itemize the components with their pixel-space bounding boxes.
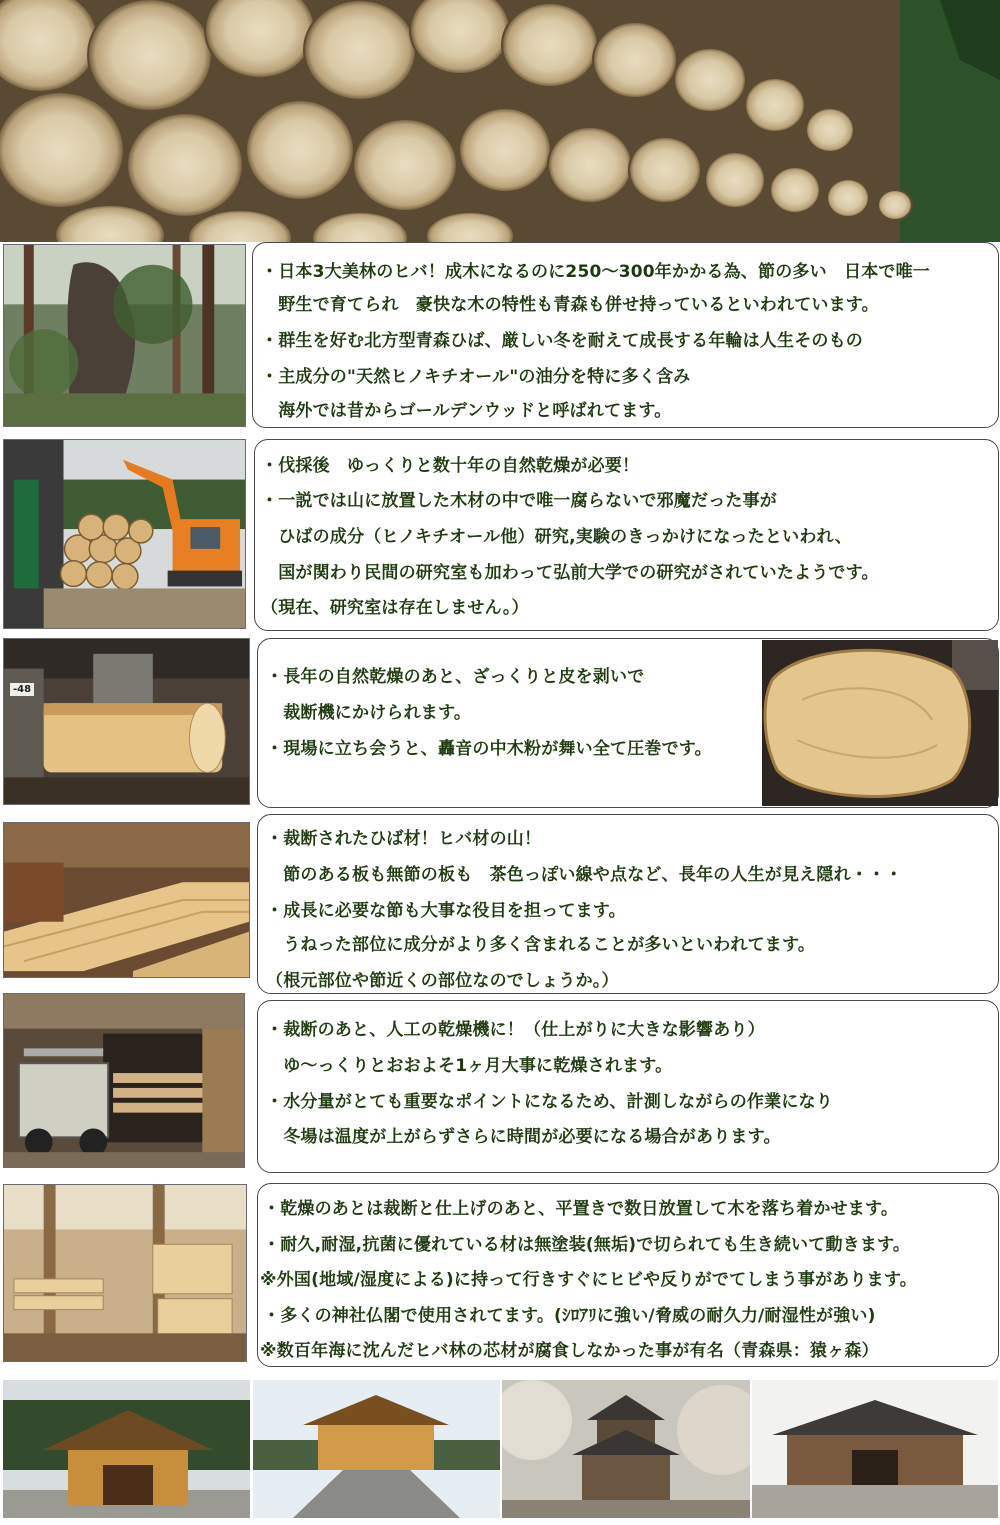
section-5-line-1: ・裁断のあと、人工の乾燥機に！（仕上がりに大きな影響あり） <box>266 1020 765 1040</box>
section-4-line-5: （根元部位や節近くの部位なのでしょうか。） <box>266 971 619 991</box>
hiba-tree-forest-photo <box>3 244 246 427</box>
section-1-line-3: ・群生を好む北方型青森ひば、厳しい冬を耐えて成長する年輪は人生そのもの <box>261 331 863 351</box>
section-6-text-box <box>257 1183 999 1367</box>
section-6-line-5: ※数百年海に沈んだヒバ林の芯材が腐食しなかった事が有名（青森県：猿ヶ森） <box>260 1341 879 1361</box>
section-5-line-4: 冬場は温度が上がらずさらに時間が必要になる場合があります。 <box>266 1127 781 1147</box>
machine-number-tag: -48 <box>10 683 34 696</box>
section-1-line-1: ・日本3大美林のヒバ！成木になるのに250～300年かかる為、節の多い 日本で唯一 <box>261 262 930 282</box>
section-4-line-1: ・裁断されたひば材！ヒバ材の山！ <box>266 829 542 849</box>
sawmill-cutting-machine-photo <box>3 638 250 805</box>
section-2-line-1: ・伐採後 ゆっくりと数十年の自然乾燥が必要！ <box>261 456 640 476</box>
section-3-line-3: ・現場に立ち会うと、轟音の中木粉が舞い全て圧巻です。 <box>266 739 712 759</box>
section-5-text-box <box>257 1000 999 1173</box>
section-1-line-2: 野生で育てられ 豪快な木の特性も青森も併せ持っているといわれています。 <box>261 295 879 315</box>
drying-kiln-forklift-photo <box>3 993 245 1168</box>
hero-log-pile-photo <box>0 0 1000 242</box>
section-5-line-3: ・水分量がとても重要なポイントになるため、計測しながらの作業になり <box>266 1092 833 1112</box>
section-5-line-2: ゆ～っくりとおおよそ1ヶ月大事に乾燥されます。 <box>266 1056 673 1076</box>
section-3-line-2: 裁断機にかけられます。 <box>266 703 472 723</box>
section-2-line-3: ひばの成分（ヒノキチオール他）研究,実験のきっかけになったといわれ、 <box>261 527 852 547</box>
section-2-line-2: ・一説では山に放置した木材の中で唯一腐らないで邪魔だった事が <box>261 491 777 511</box>
section-6-line-4: ・多くの神社仏閣で使用されてます。(ｼﾛｱﾘに強い/脅威の耐久力/耐湿性が強い) <box>263 1306 876 1326</box>
finishing-workshop-photo <box>3 1184 247 1362</box>
section-6-line-1: ・乾燥のあとは裁断と仕上げのあと、平置きで数日放置して木を落ち着かせます。 <box>263 1199 899 1219</box>
section-3-line-1: ・長年の自然乾燥のあと、ざっくりと皮を剥いで <box>266 667 645 687</box>
section-2-line-4: 国が関わり民間の研究室も加わって弘前大学での研究がされていたようです。 <box>261 563 879 583</box>
section-4-line-3: ・成長に必要な節も大事な役目を担ってます。 <box>266 901 626 921</box>
section-4-line-4: うねった部位に成分がより多く含まれることが多いといわれてます。 <box>266 935 816 955</box>
section-1-line-4: ・主成分の"天然ヒノキチオール"の油分を特に多く含み <box>261 367 691 387</box>
section-1-text-box <box>252 242 999 428</box>
section-4-text-box <box>257 814 999 994</box>
temple-photo-1 <box>3 1380 250 1518</box>
section-4-line-2: 節のある板も無節の板も 茶色っぽい線や点など、長年の人生が見え隠れ・・・ <box>266 865 903 885</box>
temple-photo-4 <box>752 1380 998 1518</box>
hiba-lumber-stack-photo <box>3 822 250 978</box>
section-2-text-box <box>254 439 999 631</box>
section-1-line-5: 海外では昔からゴールデンウッドと呼ばれてます。 <box>261 401 672 421</box>
section-2-line-5: （現在、研究室は存在しません。） <box>261 598 529 618</box>
logging-excavator-photo <box>3 439 246 629</box>
cut-log-cross-section-photo <box>762 640 998 806</box>
temple-photo-3 <box>502 1380 750 1518</box>
section-6-line-2: ・耐久,耐湿,抗菌に優れている材は無塗装(無垢)で切られても生き続いて動きます。 <box>263 1235 911 1255</box>
section-6-line-3: ※外国(地域/湿度による)に持って行きすぐにヒビや反りがでてしまう事があります。 <box>260 1270 917 1290</box>
temple-photo-2 <box>253 1380 500 1518</box>
